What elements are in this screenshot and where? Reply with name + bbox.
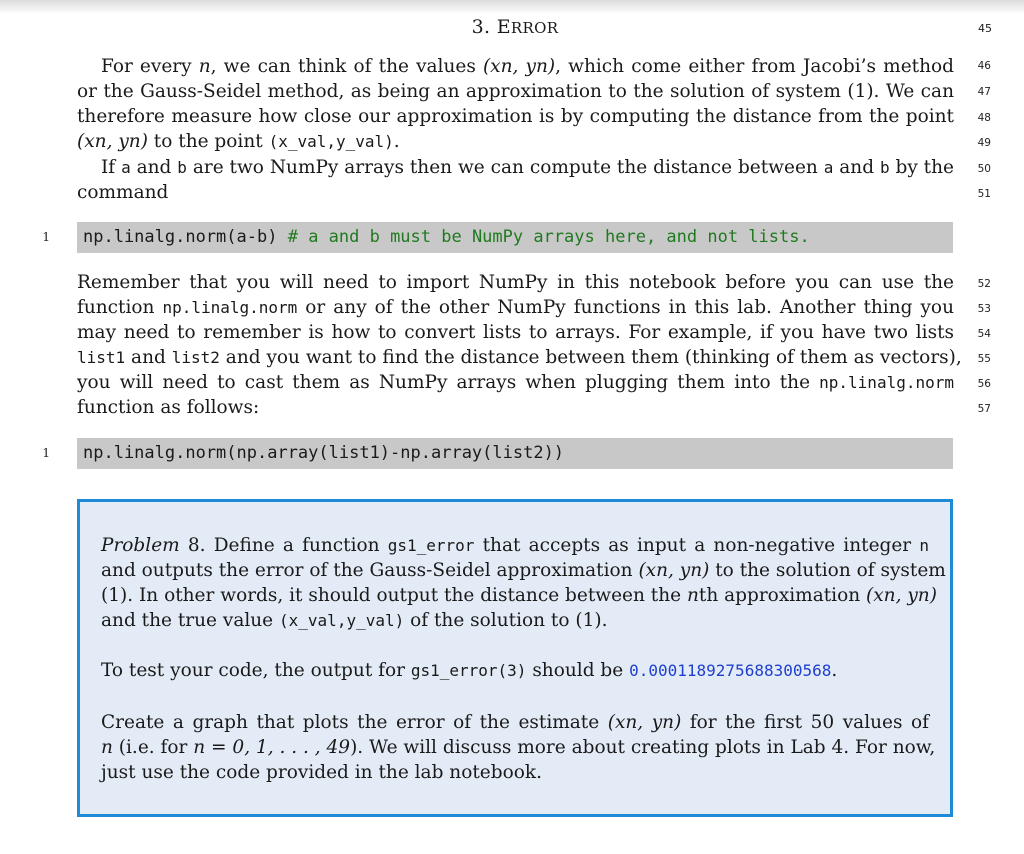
code-inline: gs1_error(3) [410, 661, 527, 680]
text: Define a function [205, 535, 388, 556]
line-number: 52 [977, 278, 991, 290]
math-n: n [101, 737, 113, 758]
problem-line2 [101, 558, 946, 583]
math-xy: (xn, yn) [866, 585, 937, 606]
code-inline: n [919, 536, 929, 555]
code-inline: b [879, 158, 890, 177]
code-inline: (x_val,y_val) [279, 611, 405, 630]
problem-line4 [101, 608, 929, 633]
line-number: 57 [977, 403, 991, 415]
code-comment: # a and b must be NumPy arrays here, and not lists. [287, 227, 810, 247]
line-number: 53 [977, 303, 991, 315]
code-text: np.linalg.norm(np.array(list1)-np.array(list2)) [83, 443, 565, 463]
text: Create a graph that plots the error of the estimate [101, 712, 608, 733]
para1-line1 [101, 54, 954, 79]
math-xy: (xn, yn) [638, 560, 710, 581]
para3-line6: function as follows: [77, 397, 260, 418]
section-number: 3. [471, 16, 491, 38]
text: to the solution of system [709, 560, 946, 581]
text: and you want to find the distance between them (thinking of them as vectors), [219, 347, 962, 368]
code-inline: list1 [77, 348, 126, 367]
line-number: 54 [977, 328, 991, 340]
para2-line2: command [77, 182, 169, 203]
code-inline: list2 [171, 348, 220, 367]
math-xy: (xn, yn) [482, 56, 556, 77]
math-n: n [198, 56, 211, 77]
para3-line1: Remember that you will need to import NumPy in this notebook before you can use the [77, 272, 954, 293]
code-inline: np.linalg.norm [162, 298, 298, 317]
text: and outputs the error of the Gauss-Seidel approximation [101, 560, 639, 581]
para3-line4 [77, 345, 962, 370]
section-title-rest: RROR [510, 19, 559, 37]
text: and the true value [101, 610, 280, 631]
para2-line1 [101, 155, 954, 180]
code-inline: b [177, 158, 187, 177]
page-number: 45 [978, 22, 992, 35]
page-top-shadow [0, 0, 1024, 14]
text: for the first 50 values of [681, 712, 929, 733]
text: and [130, 157, 178, 178]
text: (i.e. for [112, 737, 194, 758]
math-xy: (xn, yn) [607, 712, 682, 733]
text: If [101, 157, 122, 178]
text: to the point [147, 131, 269, 152]
line-number: 51 [977, 188, 991, 200]
text: . [831, 660, 838, 681]
code-inline: gs1_error [387, 536, 475, 555]
code-inline: a [121, 158, 131, 177]
para3-line2 [77, 295, 954, 320]
problem-test-line [101, 658, 929, 683]
line-number: 46 [977, 60, 991, 72]
para3-line3: may need to remember is how to convert lists to arrays. For example, if you have two lists [77, 322, 954, 343]
problem-line3 [101, 583, 937, 608]
text: ). We will discuss more about creating plots in Lab 4. For now, [350, 737, 936, 758]
text: or any of the other NumPy functions in this lab. Another thing you [297, 297, 954, 318]
section-title [0, 16, 1024, 38]
problem-graph-line3: just use the code provided in the lab notebook. [101, 762, 542, 783]
problem-graph-line1 [101, 710, 929, 735]
line-number: 49 [977, 137, 991, 149]
problem-line1 [101, 533, 929, 558]
text: , we can think of the values [210, 56, 483, 77]
text: by the [889, 157, 954, 178]
text: . [393, 131, 400, 152]
math-n: n [686, 585, 699, 606]
code-block-array-norm [77, 438, 953, 469]
math-xy: (xn, yn) [77, 131, 148, 152]
code-inline: (x_val,y_val) [268, 132, 394, 151]
text: (1). In other words, it should output the distance between the [101, 585, 687, 606]
expected-output-value: 0.0001189275688300568 [629, 661, 832, 680]
section-title-first: E [496, 16, 511, 38]
para3-line5 [77, 370, 954, 395]
code-line-number: 1 [42, 230, 50, 244]
text: should be [526, 660, 630, 681]
text: of the solution to (1). [404, 610, 608, 631]
line-number: 56 [977, 378, 991, 390]
line-number: 50 [977, 163, 991, 175]
line-number: 55 [977, 353, 991, 365]
text: function [77, 297, 163, 318]
problem-graph-line2 [101, 735, 936, 760]
text: , which come either from Jacobi’s method [555, 56, 954, 77]
line-number: 47 [977, 86, 991, 98]
code-inline: np.linalg.norm [819, 373, 954, 392]
problem-label: Problem [101, 535, 180, 556]
code-line-number: 1 [42, 446, 50, 460]
text: For every [101, 56, 199, 77]
text: you will need to cast them as NumPy arrays when plugging them into the [77, 372, 820, 393]
line-number: 48 [977, 112, 991, 124]
text: that accepts as input a non-negative integer [474, 535, 920, 556]
text: are two NumPy arrays then we can compute the distance between [186, 157, 824, 178]
para1-line2: or the Gauss-Seidel method, as being an approximation to the solution of system (1). We can [77, 81, 954, 102]
text: and [125, 347, 172, 368]
text: To test your code, the output for [101, 660, 411, 681]
problem-number: 8. [179, 535, 206, 556]
math-range: n = 0, 1, . . . , 49 [193, 737, 351, 758]
code-text: np.linalg.norm(a-b) [83, 227, 278, 247]
code-inline: a [823, 158, 834, 177]
text: th approximation [698, 585, 867, 606]
code-block-norm [77, 222, 953, 253]
para1-line4 [77, 129, 954, 154]
para1-line3: therefore measure how close our approximation is by computing the distance from the point [77, 106, 954, 127]
text: and [833, 157, 880, 178]
